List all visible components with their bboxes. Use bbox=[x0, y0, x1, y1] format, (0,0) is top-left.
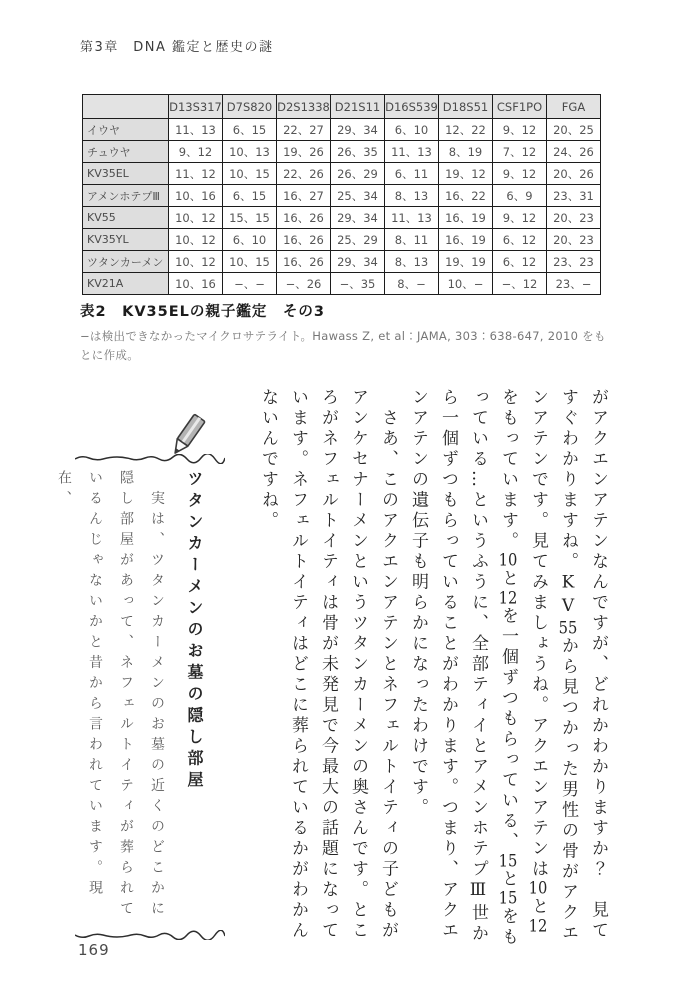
text-segment: 12 bbox=[498, 589, 518, 607]
table-cell: 10、16 bbox=[169, 273, 223, 295]
table-cell: 10、15 bbox=[223, 251, 277, 273]
text-segment: 12 bbox=[528, 917, 548, 935]
table-cell: 8、19 bbox=[439, 141, 493, 163]
text-segment: 55 bbox=[558, 619, 578, 637]
table-header-row bbox=[83, 95, 601, 119]
text-segment: と bbox=[528, 897, 548, 918]
text-segment: と bbox=[498, 569, 518, 590]
table-cell: 6、12 bbox=[493, 251, 547, 273]
row-label: ツタンカーメン bbox=[83, 251, 169, 273]
table-cell: 19、26 bbox=[277, 141, 331, 163]
table-cell: 10、12 bbox=[169, 229, 223, 251]
table-cell: 6、9 bbox=[493, 185, 547, 207]
text-segment: をもっている…というふうに、全部ティイとアメンホテプⅢ世から一個ずつもらっていることがわかります。つまり、アクエンアテンの遺伝子も明らかになったわけです。 bbox=[408, 388, 518, 948]
text-segment: から見つかった男性の骨がアクエンアテンです。見てみましょうね。アクエンアテンは bbox=[528, 388, 578, 944]
table-cell: 8、− bbox=[385, 273, 439, 295]
table-cell: 22、27 bbox=[277, 119, 331, 141]
text-segment: と bbox=[498, 869, 518, 890]
column-header: D13S317 bbox=[169, 95, 223, 119]
table-cell: 11、13 bbox=[385, 207, 439, 229]
hidden-chamber-sidebar bbox=[56, 412, 225, 947]
table-cell: 16、22 bbox=[439, 185, 493, 207]
table-cell: 20、23 bbox=[547, 207, 601, 229]
table-cell: 9、12 bbox=[169, 141, 223, 163]
chapter-header: 第3章 DNA 鑑定と歴史の謎 bbox=[80, 40, 274, 55]
table-cell: 24、26 bbox=[547, 141, 601, 163]
table-cell: 8、13 bbox=[385, 185, 439, 207]
page-number: 169 bbox=[78, 941, 110, 959]
table-row bbox=[83, 229, 601, 251]
table-cell: 10、12 bbox=[169, 251, 223, 273]
text-segment: がアクエンアテンなんですが、どれかわかりますか？ 見てすぐわかりますね。 bbox=[558, 388, 608, 942]
table-source-note: −は検出できなかったマイクロサテライト。Hawass Z, et al：JAMA, 303：638-647, 2010 をもとに作成。 bbox=[80, 329, 606, 362]
column-header: D18S51 bbox=[439, 95, 493, 119]
table-cell: 26、35 bbox=[331, 141, 385, 163]
table-cell: −、− bbox=[223, 273, 277, 295]
table-cell: 20、23 bbox=[547, 229, 601, 251]
text-segment: をもっています。 bbox=[498, 388, 518, 552]
table-cell: 11、12 bbox=[169, 163, 223, 185]
table-cell: 9、12 bbox=[493, 119, 547, 141]
table-cell: 8、11 bbox=[385, 229, 439, 251]
table-cell: 15、15 bbox=[223, 207, 277, 229]
table-cell: 7、12 bbox=[493, 141, 547, 163]
text-segment: を一個ずつもらっている、 bbox=[498, 606, 518, 853]
table-cell: −、26 bbox=[277, 273, 331, 295]
table-cell: 8、13 bbox=[385, 251, 439, 273]
table-cell: 10、12 bbox=[169, 207, 223, 229]
dna-marker-table-wrap bbox=[82, 94, 601, 295]
dna-marker-table bbox=[82, 94, 601, 295]
sidebar-content bbox=[56, 470, 209, 926]
table-cell: 6、11 bbox=[385, 163, 439, 185]
table-cell: 10、− bbox=[439, 273, 493, 295]
table-cell: 29、34 bbox=[331, 251, 385, 273]
table-row bbox=[83, 273, 601, 295]
table-cell: 16、26 bbox=[277, 207, 331, 229]
column-header: D7S820 bbox=[223, 95, 277, 119]
table-cell: 11、13 bbox=[385, 141, 439, 163]
table-row bbox=[83, 119, 601, 141]
table-cell: 6、15 bbox=[223, 119, 277, 141]
table-cell: 9、12 bbox=[493, 207, 547, 229]
table-cell: 23、31 bbox=[547, 185, 601, 207]
table-cell: 10、15 bbox=[223, 163, 277, 185]
table-row bbox=[83, 185, 601, 207]
column-header: CSF1PO bbox=[493, 95, 547, 119]
table-cell: 16、26 bbox=[277, 229, 331, 251]
table-cell: 6、10 bbox=[385, 119, 439, 141]
main-paragraph bbox=[403, 388, 613, 950]
squiggle-rule-top bbox=[75, 454, 225, 464]
table-cell: 12、22 bbox=[439, 119, 493, 141]
column-header: D16S539 bbox=[385, 95, 439, 119]
row-label: KV35YL bbox=[83, 229, 169, 251]
table-cell: 20、25 bbox=[547, 119, 601, 141]
table-cell: 23、23 bbox=[547, 251, 601, 273]
text-segment: 15 bbox=[498, 890, 518, 907]
text-segment: 10 bbox=[498, 552, 518, 569]
table-cell: 25、34 bbox=[331, 185, 385, 207]
text-segment: 15 bbox=[498, 852, 518, 870]
main-paragraph: さあ、このアクエンアテンとネフェルトイティの子どもがアンケセナーメンというツタンカーメンの奥さんです。ところがネフェルトイティは骨が未発見で今最大の話題になっています。ネフェルトイティはどこに葬られているかがわかんないんですね。 bbox=[258, 388, 398, 942]
table-row bbox=[83, 207, 601, 229]
text-segment: 10 bbox=[528, 880, 548, 897]
table-cell: 25、29 bbox=[331, 229, 385, 251]
row-label: KV35EL bbox=[83, 163, 169, 185]
row-label: イウヤ bbox=[83, 119, 169, 141]
squiggle-rule-bottom bbox=[75, 930, 225, 940]
table-cell: 11、13 bbox=[169, 119, 223, 141]
table-cell: 6、10 bbox=[223, 229, 277, 251]
table-cell: 23、− bbox=[547, 273, 601, 295]
table-cell: 26、29 bbox=[331, 163, 385, 185]
table-cell: 6、12 bbox=[493, 229, 547, 251]
column-header: FGA bbox=[547, 95, 601, 119]
table-cell: 10、13 bbox=[223, 141, 277, 163]
column-header: D21S11 bbox=[331, 95, 385, 119]
main-body-text bbox=[245, 388, 613, 950]
table-cell: 16、26 bbox=[277, 251, 331, 273]
table-row bbox=[83, 141, 601, 163]
table-row bbox=[83, 163, 601, 185]
table-cell: 19、19 bbox=[439, 251, 493, 273]
table-corner-cell bbox=[83, 95, 169, 119]
table-cell: 10、16 bbox=[169, 185, 223, 207]
table-cell: 22、26 bbox=[277, 163, 331, 185]
table-cell: 19、12 bbox=[439, 163, 493, 185]
sidebar-heading: ツタンカーメンのお墓の隠し部屋 bbox=[185, 470, 204, 793]
sidebar-body-text: 実は、ツタンカーメンのお墓の近くのどこかに隠し部屋があって、ネフェルトイティが葬られているんじゃないかと昔から言われています。現在、 bbox=[56, 470, 165, 921]
text-segment: KV bbox=[558, 572, 578, 620]
table-cell: 6、15 bbox=[223, 185, 277, 207]
table-cell: 29、34 bbox=[331, 119, 385, 141]
row-label: KV21A bbox=[83, 273, 169, 295]
table-cell: 9、12 bbox=[493, 163, 547, 185]
row-label: チュウヤ bbox=[83, 141, 169, 163]
row-label: KV55 bbox=[83, 207, 169, 229]
table-cell: 20、26 bbox=[547, 163, 601, 185]
table-row bbox=[83, 251, 601, 273]
column-header: D2S1338 bbox=[277, 95, 331, 119]
table-cell: 29、34 bbox=[331, 207, 385, 229]
table-cell: 16、27 bbox=[277, 185, 331, 207]
table-cell: −、12 bbox=[493, 273, 547, 295]
table-cell: 16、19 bbox=[439, 207, 493, 229]
row-label: アメンホテプⅢ bbox=[83, 185, 169, 207]
table-caption: 表2 KV35ELの親子鑑定 その3 bbox=[80, 304, 325, 320]
table-cell: 16、19 bbox=[439, 229, 493, 251]
table-cell: −、35 bbox=[331, 273, 385, 295]
